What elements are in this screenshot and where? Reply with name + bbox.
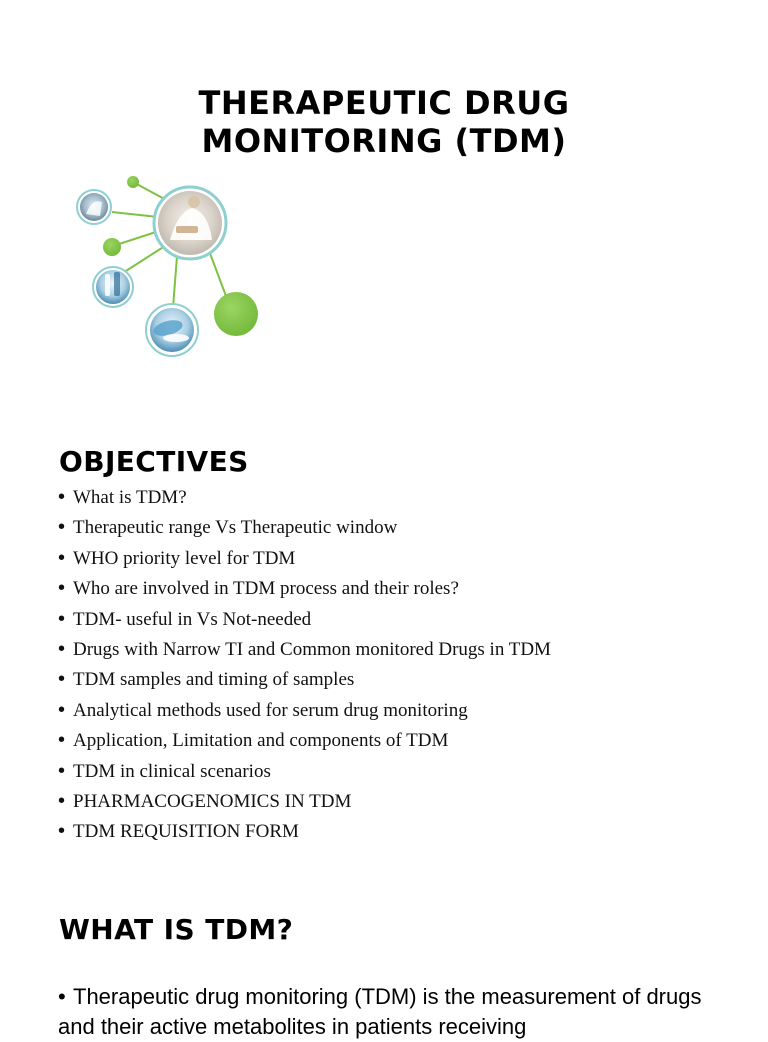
what-is-tdm-paragraph: • Therapeutic drug monitoring (TDM) is the measurement of drugs and their active metabolites in patients receiving	[58, 984, 702, 1039]
large-green-dot	[214, 292, 258, 336]
list-item: • Therapeutic range Vs Therapeutic window	[58, 516, 398, 539]
title-line-1: THERAPEUTIC DRUG	[198, 84, 570, 122]
objectives-list	[58, 482, 551, 847]
vials-photo	[96, 270, 130, 304]
list-item: • Drugs with Narrow TI and Common monitored Drugs in TDM	[58, 637, 551, 660]
objectives-heading: OBJECTIVES	[59, 445, 249, 478]
list-item: • Analytical methods used for serum drug monitoring	[58, 698, 468, 721]
what-is-tdm-heading: WHAT IS TDM?	[59, 913, 294, 946]
small-green-dot	[127, 176, 139, 188]
list-item: • What is TDM?	[58, 486, 187, 508]
list-item: • TDM- useful in Vs Not-needed	[58, 607, 312, 630]
list-item: • TDM in clinical scenarios	[58, 759, 271, 782]
list-item: • Who are involved in TDM process and their roles?	[58, 577, 459, 600]
small-green-dot	[103, 238, 121, 256]
medical-hub-illustration	[70, 172, 270, 364]
title-line-2: MONITORING (TDM)	[201, 122, 567, 160]
document-title	[0, 84, 768, 160]
medical-hub-icon	[70, 172, 270, 364]
list-item: • Application, Limitation and components of TDM	[58, 729, 449, 752]
list-item: • TDM REQUISITION FORM	[58, 820, 299, 843]
list-item: • TDM samples and timing of samples	[58, 668, 355, 691]
list-item: • WHO priority level for TDM	[58, 546, 296, 569]
paragraph-text: Therapeutic drug monitoring (TDM) is the measurement of drugs and their active metabolites in patients receiving	[58, 984, 702, 1039]
list-item: • PHARMACOGENOMICS IN TDM	[58, 789, 352, 812]
